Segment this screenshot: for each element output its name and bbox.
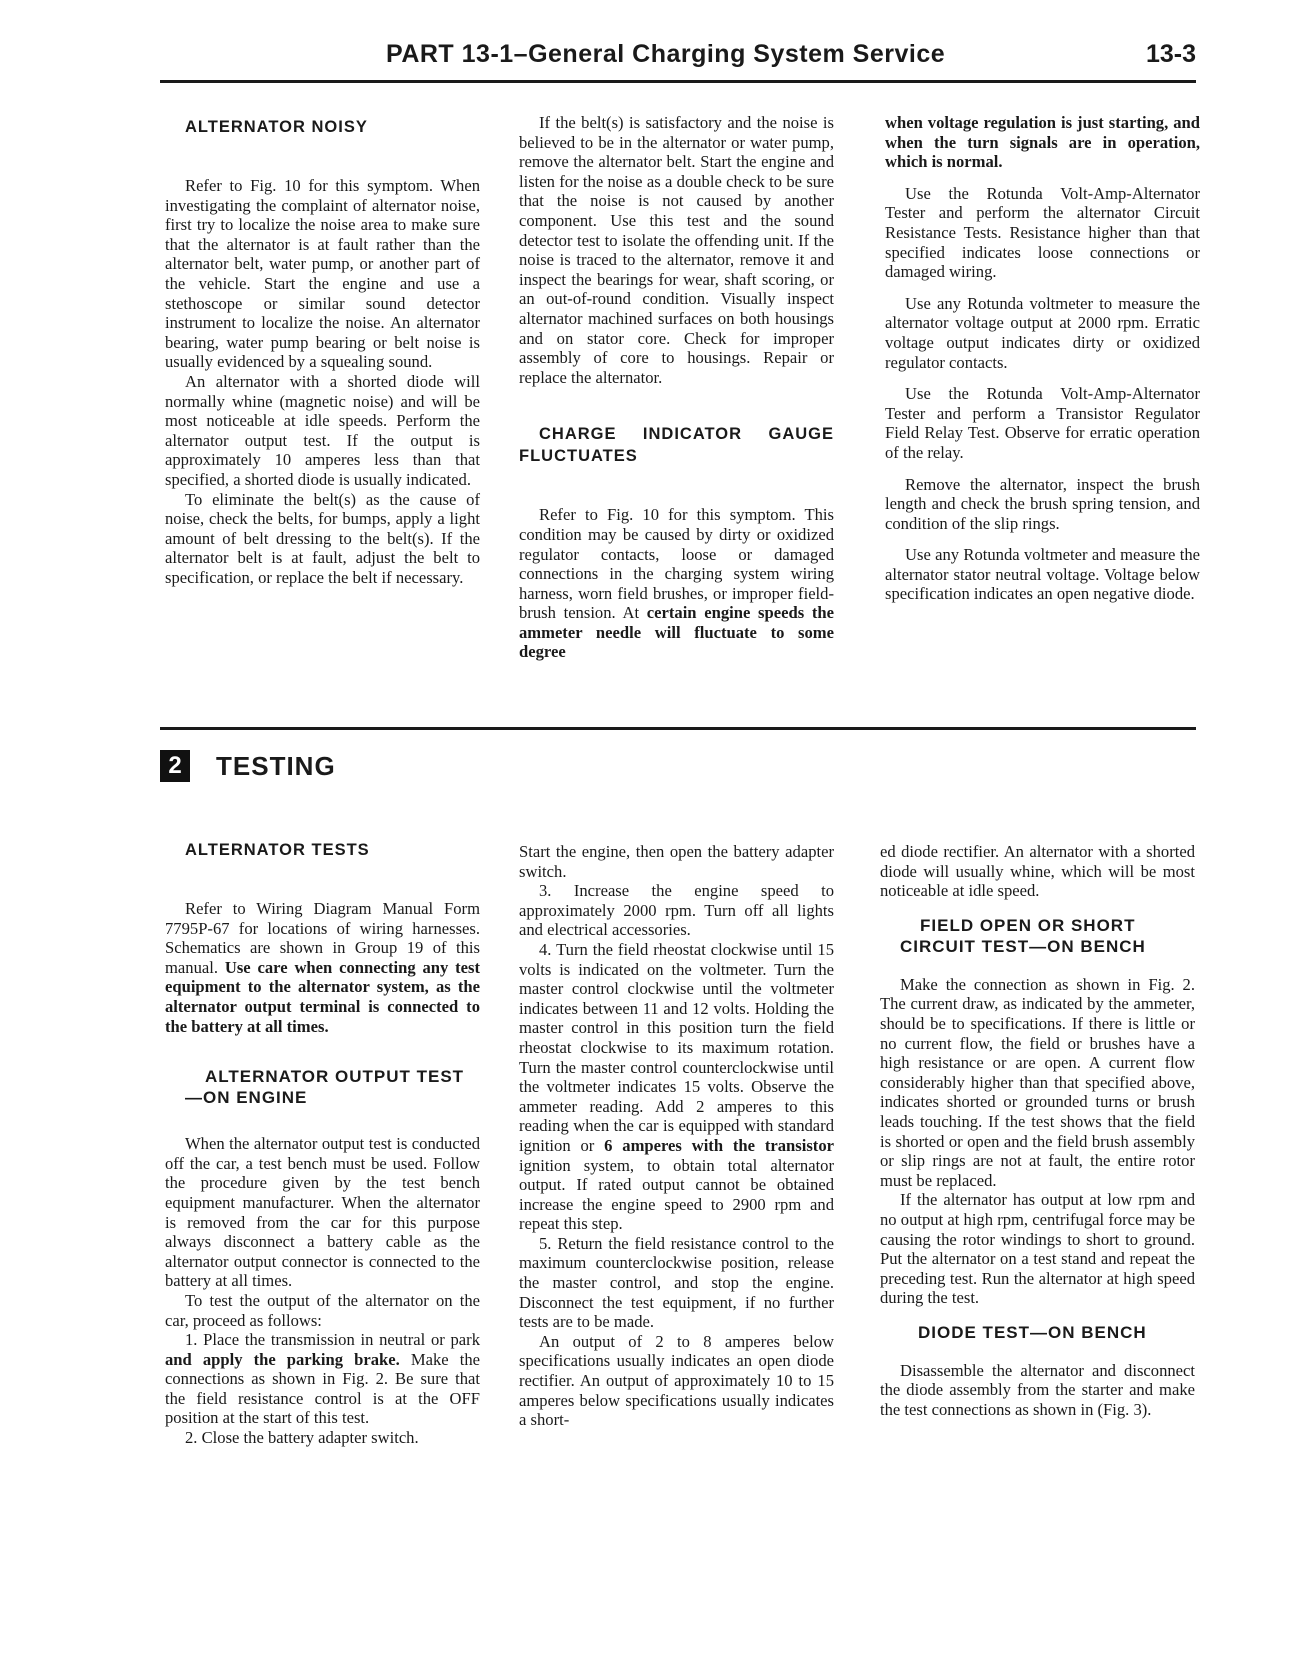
section-rule bbox=[160, 727, 1196, 730]
paragraph: Make the connection as shown in Fig. 2. The current draw, as indicated by the ammeter, should be to specifications. If there is little or no current flow, the field or brushes have a high resistance or are open. A current flow considerably higher than that specified above, indicates shorted or grounded turns or brush leads touching. If the test shows that the field is shorted or open and the field brush assembly or slip rings are not at fault, the entire rotor must be replaced. bbox=[880, 974, 1195, 1190]
section-number-badge: 2 bbox=[160, 750, 190, 782]
paragraph: Start the engine, then open the battery adapter switch. bbox=[519, 842, 834, 881]
subheading-output-test: ALTERNATOR OUTPUT TEST—ON ENGINE bbox=[185, 1067, 465, 1108]
paragraph: If the alternator has output at low rpm and no output at high rpm, centrifugal force may be causing the rotor windings to short to ground. Put the alternator on a test stand and repeat the preceding test. Run the alternator at high speed during the test. bbox=[880, 1190, 1195, 1308]
section-title: TESTING bbox=[216, 750, 336, 781]
paragraph: when voltage regulation is just starting, and when the turn signals are in operation, which is normal. bbox=[885, 113, 1200, 172]
page-title: PART 13-1–General Charging System Service bbox=[386, 40, 946, 68]
top-rule bbox=[160, 80, 1196, 83]
section-heading-charge-indicator: CHARGE INDICATOR GAUGE FLUCTUATES bbox=[519, 425, 834, 466]
top-column-1 bbox=[165, 116, 480, 587]
paragraph: 1. Place the transmission in neutral or park and apply the parking brake. Make the connections as shown in Fig. 2. Be sure that the field resistance control is at the OFF position at the start of this test. bbox=[165, 1330, 480, 1428]
paragraph: Refer to Fig. 10 for this symptom. This condition may be caused by dirty or oxidized regulator contacts, loose or damaged connections in the charging system wiring harness, worn field brushes, or improper field-brush tension. At certain engine speeds the ammeter needle will fluctuate to some degree bbox=[519, 505, 834, 662]
paragraph: Refer to Fig. 10 for this symptom. When investigating the complaint of alternator noise, first try to localize the noise area to make sure that the alternator is at fault rather than the alternator belt, water pump, or another part of the vehicle. Start the engine and use a stethoscope or similar sound detector instrument to localize the noise. An alternator bearing, water pump bearing or belt noise is usually evidenced by a squealing sound. bbox=[165, 176, 480, 372]
bottom-column-2 bbox=[519, 842, 834, 1430]
paragraph: Use any Rotunda voltmeter and measure the alternator stator neutral voltage. Voltage below specification indicates an open negative diode. bbox=[885, 545, 1200, 604]
top-column-2 bbox=[519, 113, 834, 662]
paragraph: If the belt(s) is satisfactory and the noise is believed to be in the alternator or water pump, remove the alternator belt. Start the engine and listen for the noise as a double check to be sure that the noise is not caused by another component. Use this test and the sound detector test to isolate the offending unit. If the noise is traced to the alternator, remove it and inspect the bearings for wear, shaft scoring, or an out-of-round condition. Visually inspect alternator machined surfaces on both housings and on stator core. Check for improper assembly of core to housings. Repair or replace the alternator. bbox=[519, 113, 834, 387]
paragraph: 3. Increase the engine speed to approximately 2000 rpm. Turn off all lights and electrical accessories. bbox=[519, 881, 834, 940]
page-number: 13-3 bbox=[1145, 40, 1196, 68]
paragraph: Use any Rotunda voltmeter to measure the alternator voltage output at 2000 rpm. Erratic voltage output indicates dirty or oxidized regulator contacts. bbox=[885, 293, 1200, 372]
page-header bbox=[160, 38, 1196, 78]
paragraph: 2. Close the battery adapter switch. bbox=[185, 1428, 419, 1448]
paragraph: An output of 2 to 8 amperes below specifications usually indicates an open diode rectifier. An output of approximately 10 to 15 amperes below specifications usually indicates a short- bbox=[519, 1331, 834, 1430]
top-column-3 bbox=[885, 113, 1200, 604]
section-heading-alternator-noisy: ALTERNATOR NOISY bbox=[185, 118, 368, 136]
paragraph: An alternator with a shorted diode will normally whine (magnetic noise) and will be most noticeable at idle speeds. Perform the alternator output test. If the output is approximately 10 amperes less than that specified, a shorted diode is usually indicated. bbox=[165, 371, 480, 489]
paragraph: Disassemble the alternator and disconnect the diode assembly from the starter and make the test connections as shown in (Fig. 3). bbox=[880, 1360, 1195, 1420]
paragraph: To eliminate the belt(s) as the cause of noise, check the belts, for bumps, apply a light amount of belt dressing to the belt(s). If the alternator belt is at fault, adjust the belt to specification, or replace the belt if necessary. bbox=[165, 489, 480, 587]
paragraph: ed diode rectifier. An alternator with a shorted diode will usually whine, which will be most noticeable at idle speed. bbox=[880, 842, 1195, 901]
bottom-column-3 bbox=[880, 842, 1195, 1420]
subheading-field-test: FIELD OPEN OR SHORT CIRCUIT TEST—ON BENCH bbox=[900, 915, 1146, 956]
paragraph: Use the Rotunda Volt-Amp-Alternator Tester and perform the alternator Circuit Resistance Tests. Resistance higher than that specified indicates loose connections or damaged wiring. bbox=[885, 183, 1200, 282]
bottom-column-1 bbox=[165, 839, 480, 1448]
paragraph: 4. Turn the field rheostat clockwise until 15 volts is indicated on the voltmeter. Turn the master control clockwise until the voltmeter indicates between 11 and 12 volts. Holding the master control in this position turn the field rheostat clockwise to its maximum rotation. Turn the master control counterclockwise until the voltmeter indicates 15 volts. Observe the ammeter reading. Add 2 amperes to this reading when the car is equipped with standard ignition or 6 amperes with the transistor ignition system, to obtain total alternator output. If rated output cannot be obtained increase the engine speed to 2900 rpm and repeat this step. bbox=[519, 939, 834, 1234]
section-heading-alternator-tests: ALTERNATOR TESTS bbox=[185, 841, 370, 859]
paragraph: Refer to Wiring Diagram Manual Form 7795P-67 for locations of wiring harnesses. Schematics are shown in Group 19 of this manual. Use care when connecting any test equipment to the alternator system, as the alternator output terminal is connected to the battery at all times. bbox=[165, 899, 481, 1036]
paragraph: To test the output of the alternator on the car, proceed as follows: bbox=[165, 1290, 480, 1330]
subheading-diode-test: DIODE TEST—ON BENCH bbox=[918, 1322, 1147, 1342]
paragraph: When the alternator output test is conducted off the car, a test bench must be used. Follow the procedure given by the test bench equipment manufacturer. When the alternator is removed from the car for this purpose always disconnect a battery cable as the alternator output connector is connected to the battery at all times. bbox=[165, 1134, 480, 1291]
paragraph: 5. Return the field resistance control to the maximum counterclockwise position, release the master control, and stop the engine. Disconnect the test equipment, if no further tests are to be made. bbox=[519, 1233, 834, 1332]
testing-section-header bbox=[160, 750, 336, 784]
paragraph: Remove the alternator, inspect the brush length and check the brush spring tension, and condition of the slip rings. bbox=[885, 474, 1200, 533]
paragraph: Use the Rotunda Volt-Amp-Alternator Tester and perform a Transistor Regulator Field Relay Test. Observe for erratic operation of the relay. bbox=[885, 384, 1200, 462]
